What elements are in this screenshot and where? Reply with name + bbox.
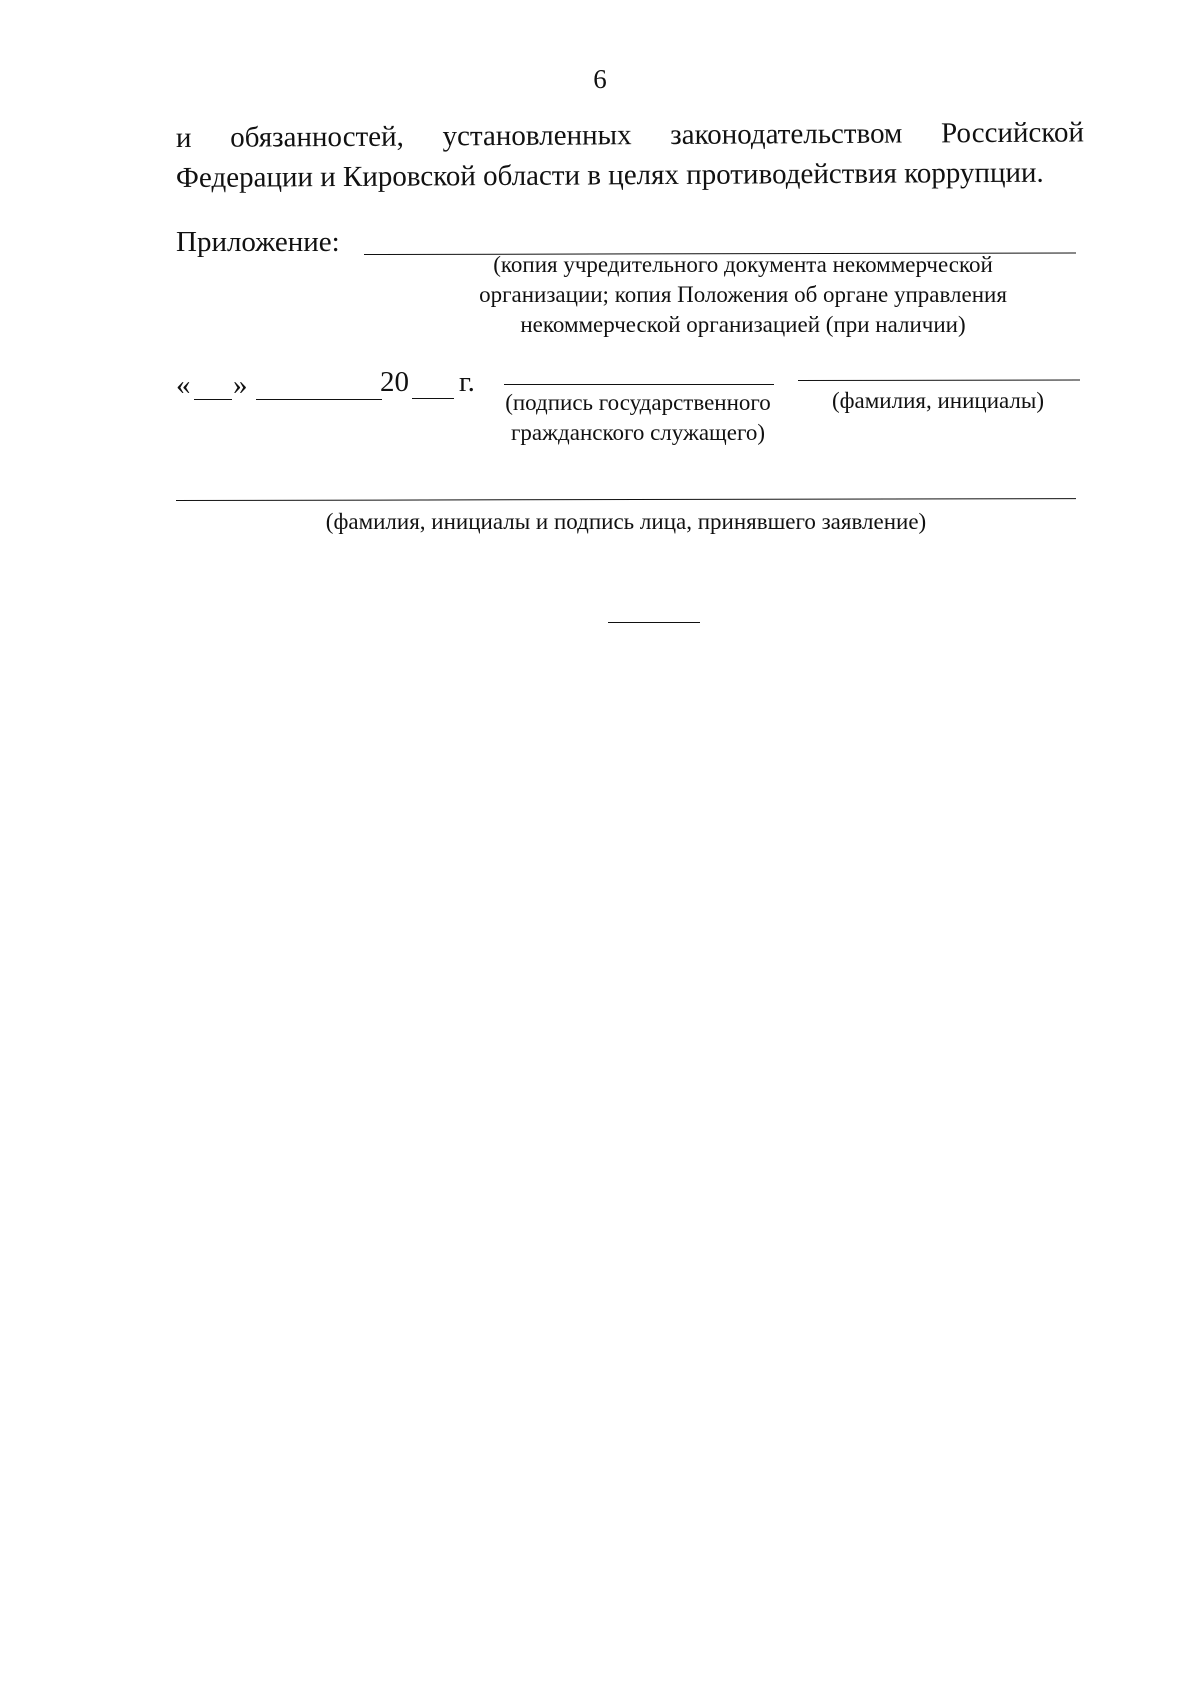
document-end-divider	[608, 622, 700, 623]
signature-blank-line[interactable]	[504, 384, 774, 385]
date-day-blank-line[interactable]	[194, 399, 232, 400]
page-number: 6	[593, 64, 607, 94]
attachment-label: Приложение:	[176, 226, 340, 258]
date-year-prefix: 20	[380, 366, 409, 398]
attachment-caption	[420, 250, 1066, 340]
date-quote-open: «	[176, 369, 191, 401]
paragraph-word: обязанностей,	[230, 120, 404, 154]
name-caption: (фамилия, инициалы)	[831, 388, 1045, 413]
acceptor-caption: (фамилия, инициалы и подпись лица, принявшего заявление)	[325, 509, 927, 534]
attachment-caption-line: некоммерческой организацией (при наличии)	[520, 312, 966, 337]
signature-caption-line: гражданского служащего)	[511, 420, 765, 445]
attachment-caption-line: организации; копия Положения об органе управления	[479, 282, 1007, 307]
name-blank-line[interactable]	[798, 380, 1080, 381]
paragraph-line-2: Федерации и Кировской области в целях противодействия коррупции.	[175, 156, 1044, 194]
paragraph-word: и	[175, 121, 192, 154]
date-year-blank-line[interactable]	[412, 398, 454, 399]
signature-caption	[486, 388, 790, 448]
date-quote-close: »	[233, 369, 248, 401]
date-year-suffix: г.	[459, 366, 475, 398]
paragraph-word: установленных	[442, 119, 632, 153]
paragraph-word: Российской	[940, 116, 1085, 150]
date-month-blank-line[interactable]	[256, 399, 382, 400]
acceptor-blank-line[interactable]	[176, 498, 1076, 501]
signature-caption-line: (подпись государственного	[505, 390, 771, 415]
paragraph-word: законодательством	[670, 117, 903, 151]
paragraph-line-1	[176, 116, 1084, 155]
attachment-caption-line: (копия учредительного документа некоммерческой	[493, 252, 993, 277]
